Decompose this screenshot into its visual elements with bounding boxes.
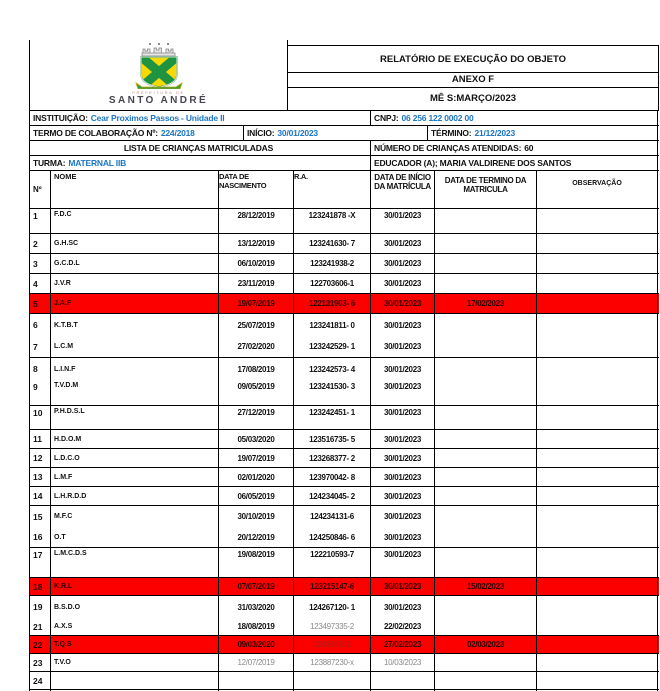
lista-row <box>30 141 659 156</box>
cell-termino <box>435 596 537 618</box>
cell-nascimento: 13/12/2019 <box>219 234 294 253</box>
cell-nome: G.H.SC <box>51 234 219 253</box>
cell-inicio: 30/01/2023 <box>371 527 435 547</box>
cell-ra: 123241938-2 <box>294 254 371 273</box>
table-row <box>30 506 659 527</box>
inicio-value: 30/01/2023 <box>277 128 318 138</box>
row-number: 19 <box>30 596 51 618</box>
header-num: Nº <box>30 171 51 208</box>
header-nascimento: DATA DE NASCIMENTO <box>219 171 294 208</box>
cell-nascimento: 09/03/2020 <box>219 636 294 653</box>
cell-termino <box>435 487 537 505</box>
instituicao-label: INSTITUIÇÃO: <box>33 113 88 123</box>
table-row <box>30 254 659 274</box>
cell-observacao <box>537 654 658 671</box>
cell-inicio: 30/01/2023 <box>371 234 435 253</box>
cell-ra: 123241630- 7 <box>294 234 371 253</box>
table-row <box>30 548 659 578</box>
cell-inicio: 30/01/2023 <box>371 449 435 467</box>
cell-nome: K.T.B.T <box>51 314 219 336</box>
table-row <box>30 234 659 254</box>
cnpj-value: 06 256 122 0002 00 <box>401 113 474 123</box>
title-block <box>288 45 659 110</box>
table-row <box>30 596 659 618</box>
coat-of-arms-icon <box>109 43 209 89</box>
cell-ra: 123516735- 5 <box>294 430 371 448</box>
turma-row <box>30 156 659 171</box>
lista-title-cell <box>30 141 371 155</box>
cell-termino <box>435 209 537 233</box>
cell-nome: L.D.C.O <box>51 449 219 467</box>
cell-termino <box>435 506 537 527</box>
cell-nome: L.H.R.D.D <box>51 487 219 505</box>
cell-inicio: 30/01/2023 <box>371 209 435 233</box>
cell-nome: T.Q.S <box>51 636 219 653</box>
cell-nome: J.A.F <box>51 294 219 313</box>
cell-observacao <box>537 449 658 467</box>
cell-inicio: 30/01/2023 <box>371 468 435 486</box>
row-number: 14 <box>30 487 51 505</box>
cell-inicio: 30/01/2023 <box>371 596 435 618</box>
cell-termino <box>435 336 537 357</box>
cell-ra: 123887230-x <box>294 654 371 671</box>
row-number: 1 <box>30 209 51 233</box>
cell-nome: O.T <box>51 527 219 547</box>
row-number: 16 <box>30 527 51 547</box>
cell-nome: P.H.D.S.L <box>51 406 219 429</box>
cell-nome: M.F.C <box>51 506 219 527</box>
numero-value: 60 <box>524 143 534 153</box>
cell-nome: G.C.D.L <box>51 254 219 273</box>
row-number: 8 <box>30 358 51 380</box>
table-row <box>30 380 659 406</box>
cell-termino <box>435 314 537 336</box>
header-termino: DATA DE TERMINO DA MATRICULA <box>435 171 537 208</box>
table-row <box>30 406 659 430</box>
row-number: 6 <box>30 314 51 336</box>
table-row <box>30 209 659 234</box>
table-row <box>30 618 659 636</box>
header-ra: R.A. <box>294 171 371 208</box>
termino-label: TÉRMINO: <box>431 128 472 138</box>
cell-inicio: 22/02/2023 <box>371 618 435 635</box>
cell-nome: F.D.C <box>51 209 219 233</box>
cell-observacao <box>537 468 658 486</box>
cell-nascimento: 23/11/2019 <box>219 274 294 293</box>
termino-cell <box>428 126 658 140</box>
cell-inicio: 30/01/2023 <box>371 358 435 380</box>
instituicao-value: Cear Proximos Passos - Unidade II <box>90 113 225 123</box>
cell-ra: 124234045- 2 <box>294 487 371 505</box>
termo-cell <box>30 126 244 140</box>
termo-label: TERMO DE COLABORAÇÃO Nº: <box>33 128 158 138</box>
table-row <box>30 654 659 672</box>
cell-observacao <box>537 548 658 577</box>
cell-ra: 124250846- 6 <box>294 527 371 547</box>
cell-nascimento <box>219 672 294 689</box>
cell-inicio: 30/01/2023 <box>371 487 435 505</box>
cell-ra: 123242573- 4 <box>294 358 371 380</box>
cell-inicio: 30/01/2023 <box>371 548 435 577</box>
lista-title: LISTA DE CRIANÇAS MATRICULADAS <box>123 143 274 153</box>
cell-ra: 123242451- 1 <box>294 406 371 429</box>
cell-nascimento: 06/10/2019 <box>219 254 294 273</box>
cell-observacao <box>537 209 658 233</box>
cell-termino <box>435 548 537 577</box>
inicio-cell <box>244 126 428 140</box>
cell-observacao <box>537 358 658 380</box>
cell-observacao <box>537 578 658 595</box>
cell-observacao <box>537 672 658 689</box>
cell-nome: L.C.M <box>51 336 219 357</box>
cnpj-label: CNPJ: <box>374 113 399 123</box>
cell-termino: 15/02/2023 <box>435 578 537 595</box>
table-row <box>30 358 659 380</box>
numero-label: NÚMERO DE CRIANÇAS ATENDIDAS: <box>374 143 522 153</box>
cell-nome: J.V.R <box>51 274 219 293</box>
row-number: 11 <box>30 430 51 448</box>
table-row <box>30 527 659 548</box>
table-row <box>30 636 659 654</box>
cell-nascimento: 20/12/2019 <box>219 527 294 547</box>
termino-value: 21/12/2023 <box>474 128 515 138</box>
table-row <box>30 487 659 506</box>
row-number: 22 <box>30 636 51 653</box>
cell-ra: 123242529- 1 <box>294 336 371 357</box>
cell-inicio: 30/01/2023 <box>371 406 435 429</box>
cell-ra: 124366162 <box>294 636 371 653</box>
cell-observacao <box>537 527 658 547</box>
cell-nascimento: 18/08/2019 <box>219 618 294 635</box>
header-observacao: OBSERVAÇÃO <box>537 171 658 208</box>
cell-termino <box>435 254 537 273</box>
cell-ra: 123215147-6 <box>294 578 371 595</box>
row-number: 12 <box>30 449 51 467</box>
row-number: 24 <box>30 672 51 689</box>
cell-ra: 124234131-6 <box>294 506 371 527</box>
cell-nome: L.M.F <box>51 468 219 486</box>
cell-nascimento: 31/03/2020 <box>219 596 294 618</box>
cell-inicio: 27/02/2023 <box>371 636 435 653</box>
cell-observacao <box>537 506 658 527</box>
row-number: 2 <box>30 234 51 253</box>
cell-nascimento: 27/02/2020 <box>219 336 294 357</box>
logo-cell <box>30 40 288 110</box>
cell-observacao <box>537 380 658 405</box>
cell-nome: H.D.O.M <box>51 430 219 448</box>
cell-nascimento: 12/07/2019 <box>219 654 294 671</box>
inicio-label: INÍCIO: <box>247 128 275 138</box>
cell-nascimento: 07/07/2019 <box>219 578 294 595</box>
cell-ra: 122131903- 6 <box>294 294 371 313</box>
cell-inicio: 30/01/2023 <box>371 578 435 595</box>
cell-termino <box>435 672 537 689</box>
termo-row <box>30 126 659 141</box>
santo-andre-logo <box>109 43 209 106</box>
table-row <box>30 430 659 449</box>
cell-nome: T.V.O <box>51 654 219 671</box>
city-name: SANTO ANDRÉ <box>108 95 209 106</box>
cell-inicio: 30/01/2023 <box>371 254 435 273</box>
numero-cell <box>371 141 658 155</box>
table-row <box>30 314 659 336</box>
cell-termino <box>435 234 537 253</box>
cell-inicio: 30/01/2023 <box>371 506 435 527</box>
cell-ra: 123497335-2 <box>294 618 371 635</box>
table-row <box>30 294 659 314</box>
cell-nome: B.S.D.O <box>51 596 219 618</box>
month-title: MÊ S:MARÇO/2023 <box>429 93 517 105</box>
instituicao-cell <box>30 111 371 125</box>
turma-cell <box>30 156 371 170</box>
cell-inicio: 30/01/2023 <box>371 314 435 336</box>
cell-ra: 123241878 -X <box>294 209 371 233</box>
cell-nome: A.X.S <box>51 618 219 635</box>
cell-inicio: 30/01/2023 <box>371 430 435 448</box>
cell-inicio: 10/03/2023 <box>371 654 435 671</box>
cell-termino <box>435 618 537 635</box>
row-number: 3 <box>30 254 51 273</box>
educador-text: EDUCADOR (A); MARIA VALDIRENE DOS SANTOS <box>374 158 572 168</box>
cell-inicio <box>371 672 435 689</box>
children-table-body <box>30 209 659 691</box>
row-number: 13 <box>30 468 51 486</box>
row-number: 17 <box>30 548 51 577</box>
cell-nascimento: 02/01/2020 <box>219 468 294 486</box>
cell-termino <box>435 430 537 448</box>
cell-observacao <box>537 636 658 653</box>
row-number: 15 <box>30 506 51 527</box>
cell-termino <box>435 654 537 671</box>
cell-observacao <box>537 618 658 635</box>
cell-nascimento: 19/07/2019 <box>219 294 294 313</box>
cell-nascimento: 05/03/2020 <box>219 430 294 448</box>
cell-observacao <box>537 234 658 253</box>
cell-observacao <box>537 430 658 448</box>
header-nome: NOME <box>51 171 219 208</box>
report-title: RELATÓRIO DE EXECUÇÃO DO OBJETO <box>288 46 658 73</box>
cell-observacao <box>537 487 658 505</box>
cell-termino <box>435 358 537 380</box>
cell-observacao <box>537 596 658 618</box>
cell-termino <box>435 380 537 405</box>
cell-nascimento: 19/07/2019 <box>219 449 294 467</box>
cell-nascimento: 09/05/2019 <box>219 380 294 405</box>
termo-value: 224/2018 <box>160 128 195 138</box>
cell-nome: L.M.C.D.S <box>51 548 219 577</box>
row-number: 18 <box>30 578 51 595</box>
table-row <box>30 672 659 690</box>
table-row <box>30 274 659 294</box>
cell-nome: T.V.D.M <box>51 380 219 405</box>
cell-inicio: 30/01/2023 <box>371 380 435 405</box>
cell-inicio: 30/01/2023 <box>371 274 435 293</box>
cell-observacao <box>537 336 658 357</box>
table-row <box>30 578 659 596</box>
cell-termino <box>435 527 537 547</box>
cell-ra: 123241811- 0 <box>294 314 371 336</box>
report-document <box>29 40 659 691</box>
prefeitura-small-text: PREFEITURA DE <box>132 90 185 95</box>
cell-observacao <box>537 406 658 429</box>
cell-termino <box>435 274 537 293</box>
cell-termino <box>435 406 537 429</box>
cell-termino <box>435 468 537 486</box>
turma-value: MATERNAL IIB <box>68 158 127 168</box>
turma-label: TURMA: <box>33 158 66 168</box>
cell-termino: 17/02/2023 <box>435 294 537 313</box>
annex-title: ANEXO F <box>288 73 658 88</box>
cell-nascimento: 25/07/2019 <box>219 314 294 336</box>
cell-nascimento: 28/12/2019 <box>219 209 294 233</box>
cell-nascimento: 30/10/2019 <box>219 506 294 527</box>
row-number: 10 <box>30 406 51 429</box>
cell-observacao <box>537 314 658 336</box>
table-header-row <box>30 171 659 209</box>
cell-nascimento: 27/12/2019 <box>219 406 294 429</box>
table-row <box>30 468 659 487</box>
cell-ra: 123268377- 2 <box>294 449 371 467</box>
table-row <box>30 336 659 358</box>
row-number: 23 <box>30 654 51 671</box>
header-inicio: DATA DE INÍCIO DA MATRÍCULA <box>371 171 435 208</box>
cell-ra: 122703606-1 <box>294 274 371 293</box>
row-number: 7 <box>30 336 51 357</box>
cell-ra: 123970042- 8 <box>294 468 371 486</box>
cell-observacao <box>537 254 658 273</box>
cell-nascimento: 19/08/2019 <box>219 548 294 577</box>
row-number: 9 <box>30 380 51 405</box>
cell-ra: 123241530- 3 <box>294 380 371 405</box>
cell-nome <box>51 672 219 689</box>
cell-termino <box>435 449 537 467</box>
cell-inicio: 30/01/2023 <box>371 294 435 313</box>
educador-cell <box>371 156 658 170</box>
document-header <box>30 40 659 111</box>
table-row <box>30 449 659 468</box>
cell-ra: 124267120- 1 <box>294 596 371 618</box>
cell-termino: 02/03/2023 <box>435 636 537 653</box>
cell-inicio: 30/01/2023 <box>371 336 435 357</box>
cell-nascimento: 17/08/2019 <box>219 358 294 380</box>
row-number: 4 <box>30 274 51 293</box>
row-number: 21 <box>30 618 51 635</box>
cell-ra: 122210593-7 <box>294 548 371 577</box>
row-number: 5 <box>30 294 51 313</box>
cell-ra <box>294 672 371 689</box>
cell-observacao <box>537 294 658 313</box>
cell-observacao <box>537 274 658 293</box>
cell-nome: K.R.L <box>51 578 219 595</box>
cell-nome: L.I.N.F <box>51 358 219 380</box>
instituicao-row <box>30 111 659 126</box>
cell-nascimento: 06/05/2019 <box>219 487 294 505</box>
cnpj-cell <box>371 111 658 125</box>
